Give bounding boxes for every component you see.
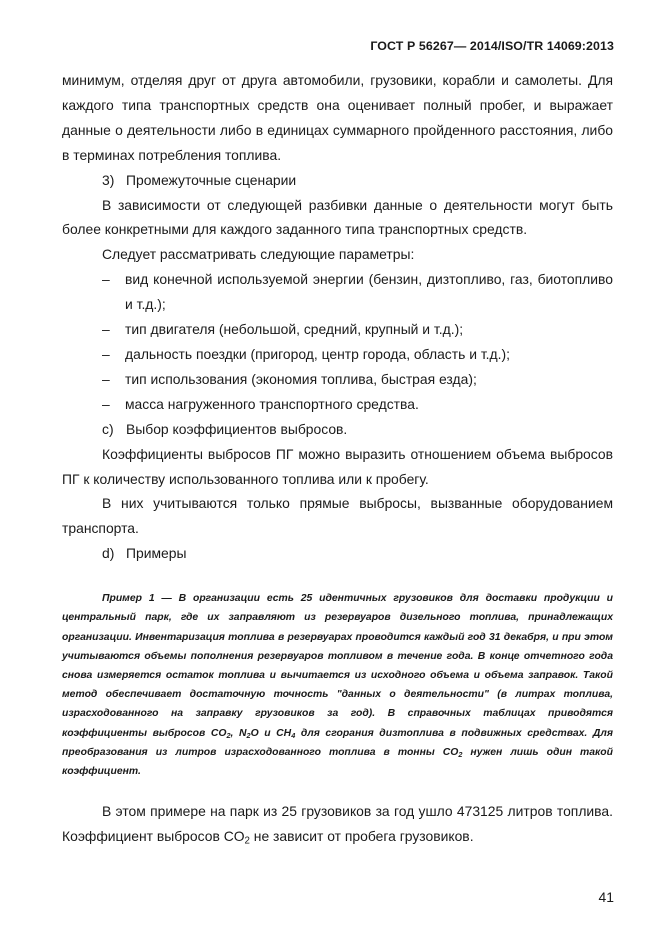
bullet-item [62,342,613,367]
item-3-heading [62,168,613,193]
bullet-dash: – [102,345,110,362]
bullet-text: тип двигателя (небольшой, средний, крупный и т.д.); [125,321,464,338]
paragraph-vehicles: минимум, отделяя друг от друга автомобили, грузовики, корабли и самолеты. Для каждого типа транспортных средств она оценивает полный пробег, и выражает данные о деятельности либо в единицах суммарного пройденного расстояния, либо в терминах потребления топлива. [62,72,613,163]
example-text: Пример 1 — В организации есть 25 идентичных грузовиков для доставки продукции и центральный парк, где их заправляют из резервуаров дизельного топлива, принадлежащих организации. Инвентаризация топлива в резервуарах проводится каждый год 31 декабря, и при этом учитываются объемы пополнения резервуаров топливом в течение года. В конце отчетного года снова измеряется остаток топлива и вычитается из исходного объема и объема заправок. Такой метод обеспечивает достаточную точность "данных о деятельности" (в литрах топлива, израсходованного на заправку грузовиков за год). В справочных таблицах приводятся коэффициенты выбросов CO [62,593,613,739]
section-c-text: Выбор коэффициентов выбросов. [126,420,348,437]
subscript: 2 [226,730,231,740]
item-3-text: Промежуточные сценарии [126,171,297,188]
subscript: 2 [244,835,250,847]
example-1 [62,589,613,781]
bullet-dash: – [102,370,110,387]
page-number: 41 [598,889,614,905]
bullet-item [62,367,613,392]
example-text: нужен лишь один такой коэффициент. [62,746,613,777]
bullet-dash: – [102,395,110,412]
section-d-marker: d) [102,545,115,562]
subscript: 2 [246,730,251,740]
paragraph-emission-factors: Коэффициенты выбросов ПГ можно выразить отношением объема выбросов ПГ к количеству использованного топлива или к пробегу. [62,445,613,487]
bullet-item [62,317,613,342]
bullet-item [62,392,613,417]
example-text: , N [230,727,247,739]
bullet-text: вид конечной используемой энергии (бензин, дизтопливо, газ, биотопливо и т.д.); [125,271,613,313]
bullet-item [62,267,613,317]
bullet-dash: – [102,271,110,288]
bullet-text: дальность поездки (пригород, центр города, область и т.д.); [125,345,510,362]
subscript: 2 [458,749,463,759]
document-header: ГОСТ Р 56267— 2014/ISO/TR 14069:2013 [370,39,614,53]
final-text: не зависит от пробега грузовиков. [249,828,474,845]
paragraph-breakdown: В зависимости от следующей разбивки данные о деятельности могут быть более конкретными для каждого заданного типа транспортных средств. [62,196,613,238]
paragraph-direct-emissions: В них учитываются только прямые выбросы, вызванные оборудованием транспорта. [62,495,613,537]
paragraph-parameters-intro: Следует рассматривать следующие параметры: [102,246,415,263]
section-c-marker: c) [102,420,114,437]
example-text: O и CH [250,727,292,739]
bullet-text: масса нагруженного транспортного средства. [125,395,419,412]
section-c-heading [62,417,613,442]
item-3-marker: 3) [102,171,115,188]
bullet-text: тип использования (экономия топлива, быстрая езда); [125,370,477,387]
document-body [62,68,613,849]
section-d-heading [62,541,613,566]
example-text: для сгорания дизтоплива в подвижных средствах. Для преобразования из литров израсходованного топлива в тонны CO [62,727,613,758]
bullet-dash: – [102,321,110,338]
section-d-text: Примеры [126,545,187,562]
subscript: 4 [291,730,296,740]
paragraph-fleet-example [62,799,613,849]
final-text: В этом примере на парк из 25 грузовиков за год ушло 473125 литров топлива. Коэффициент выбросов CO [62,803,613,845]
